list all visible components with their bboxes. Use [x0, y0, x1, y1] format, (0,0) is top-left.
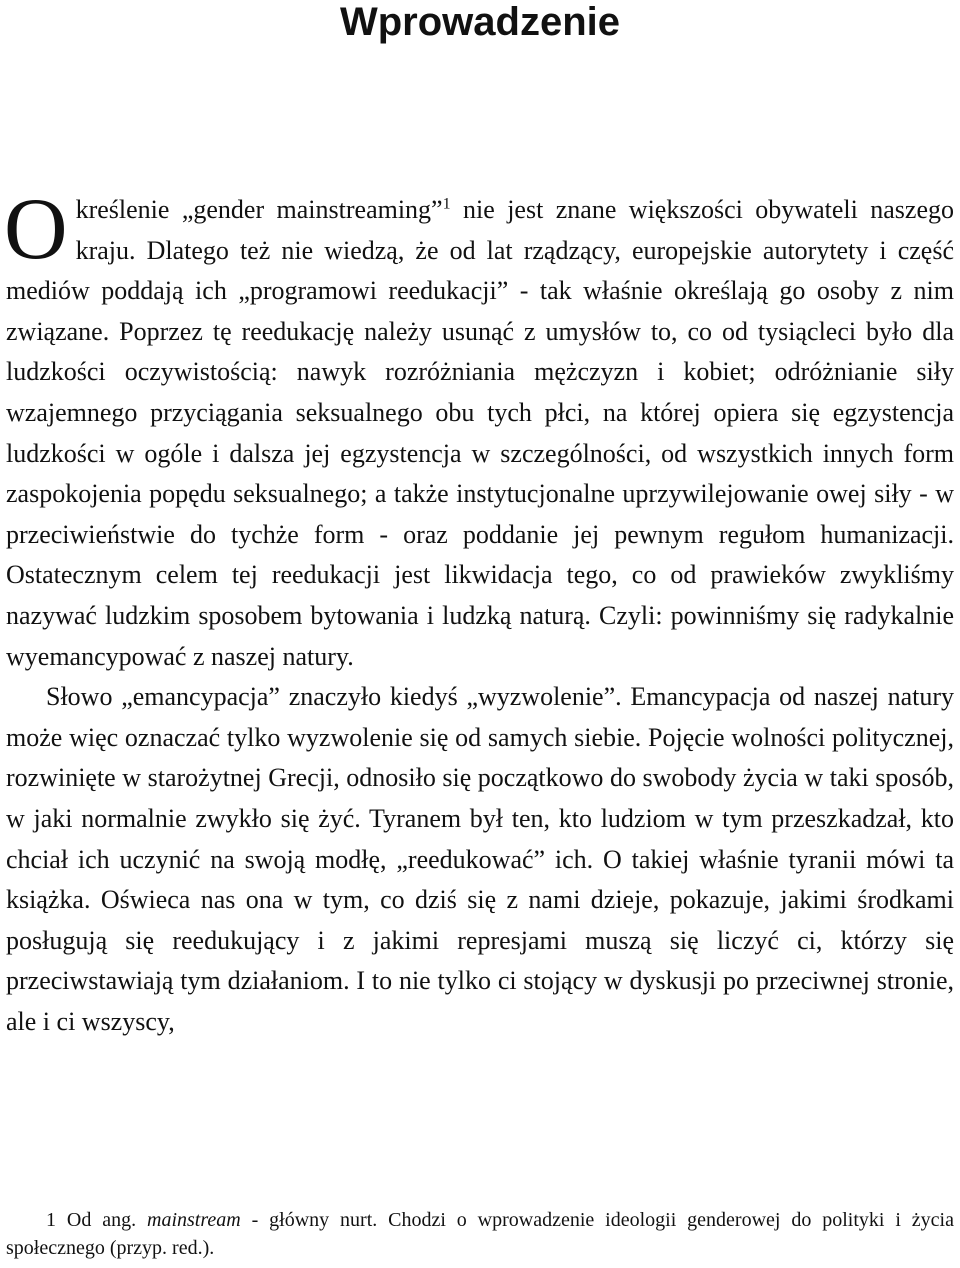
- paragraph-1-text-a: kreślenie „gender mainstreaming”: [75, 195, 443, 224]
- footnote-italic-term: mainstream: [147, 1209, 241, 1231]
- paragraph-1: [4, 181, 954, 677]
- paragraph-2: Słowo „emancypacja” znaczyło kiedyś „wyzwolenie”. Emancypacja od naszej natury może więc oznaczać tylko wyzwolenie się od samych siebie. Pojęcie wolności politycznej, rozwinięte w starożytnej Grecji, odnosiło się początkowo do swobody życia w taki sposób, w jaki normalnie zwykło się żyć. Tyranem był ten, kto ludziom w tym przeszkadzał, kto chciał ich uczynić na swoją modłę, „reedukować” ich. O takiej właśnie tyranii mówi ta książka. Oświeca nas ona w tym, co dziś się z nami dzieje, pokazuje, jakimi środkami posługują się reedukujący i z jakimi represjami muszą się liczyć ci, którzy się przeciwstawiają tym działaniom. I to nie tylko ci stojący w dyskusji po przeciwnej stronie, ale i ci wszyscy,: [6, 682, 954, 1036]
- footnote-reference: 1: [442, 195, 451, 213]
- footnote-text-b: - główny nurt. Chodzi o wprowadzenie ideologii genderowej do polityki i życia społecznego (przyp. red.).: [6, 1209, 954, 1259]
- footnote: [6, 1206, 954, 1262]
- main-text: [4, 181, 954, 1042]
- paragraph-1-text-b: nie jest znane większości obywateli naszego kraju. Dlatego też nie wiedzą, że od lat rządzący, europejskie autorytety i część mediów poddają ich „programowi reedukacji” - tak właśnie określają go osoby z nim związane. Poprzez tę reedukację należy usunąć z umysłów to, co od tysiącleci było dla ludzkości oczywistością: nawyk rozróżniania mężczyzn i kobiet; odróżnianie siły wzajemnego przyciągania seksualnego obu tych płci, na której opiera się egzystencja ludzkości w ogóle i dalsza jej egzystencja w szczególności, od wszystkich innych form zaspokojenia popędu seksualnego; a także instytucjonalne uprzywilejowanie owej siły - w przeciwieństwie do tychże form - oraz poddanie jej pewnym regułom humanizacji. Ostatecznym celem tej reedukacji jest likwidacja tego, co od prawieków zwykliśmy nazywać ludzkim sposobem bytowania i ludzką naturą. Czyli: powinniśmy się radykalnie wyemancypować z naszej natury.: [6, 195, 954, 671]
- page-title: Wprowadzenie: [339, 0, 621, 44]
- footnote-number: 1: [46, 1209, 56, 1231]
- footnote-text-a: Od ang.: [56, 1209, 147, 1231]
- drop-cap: O: [4, 181, 68, 278]
